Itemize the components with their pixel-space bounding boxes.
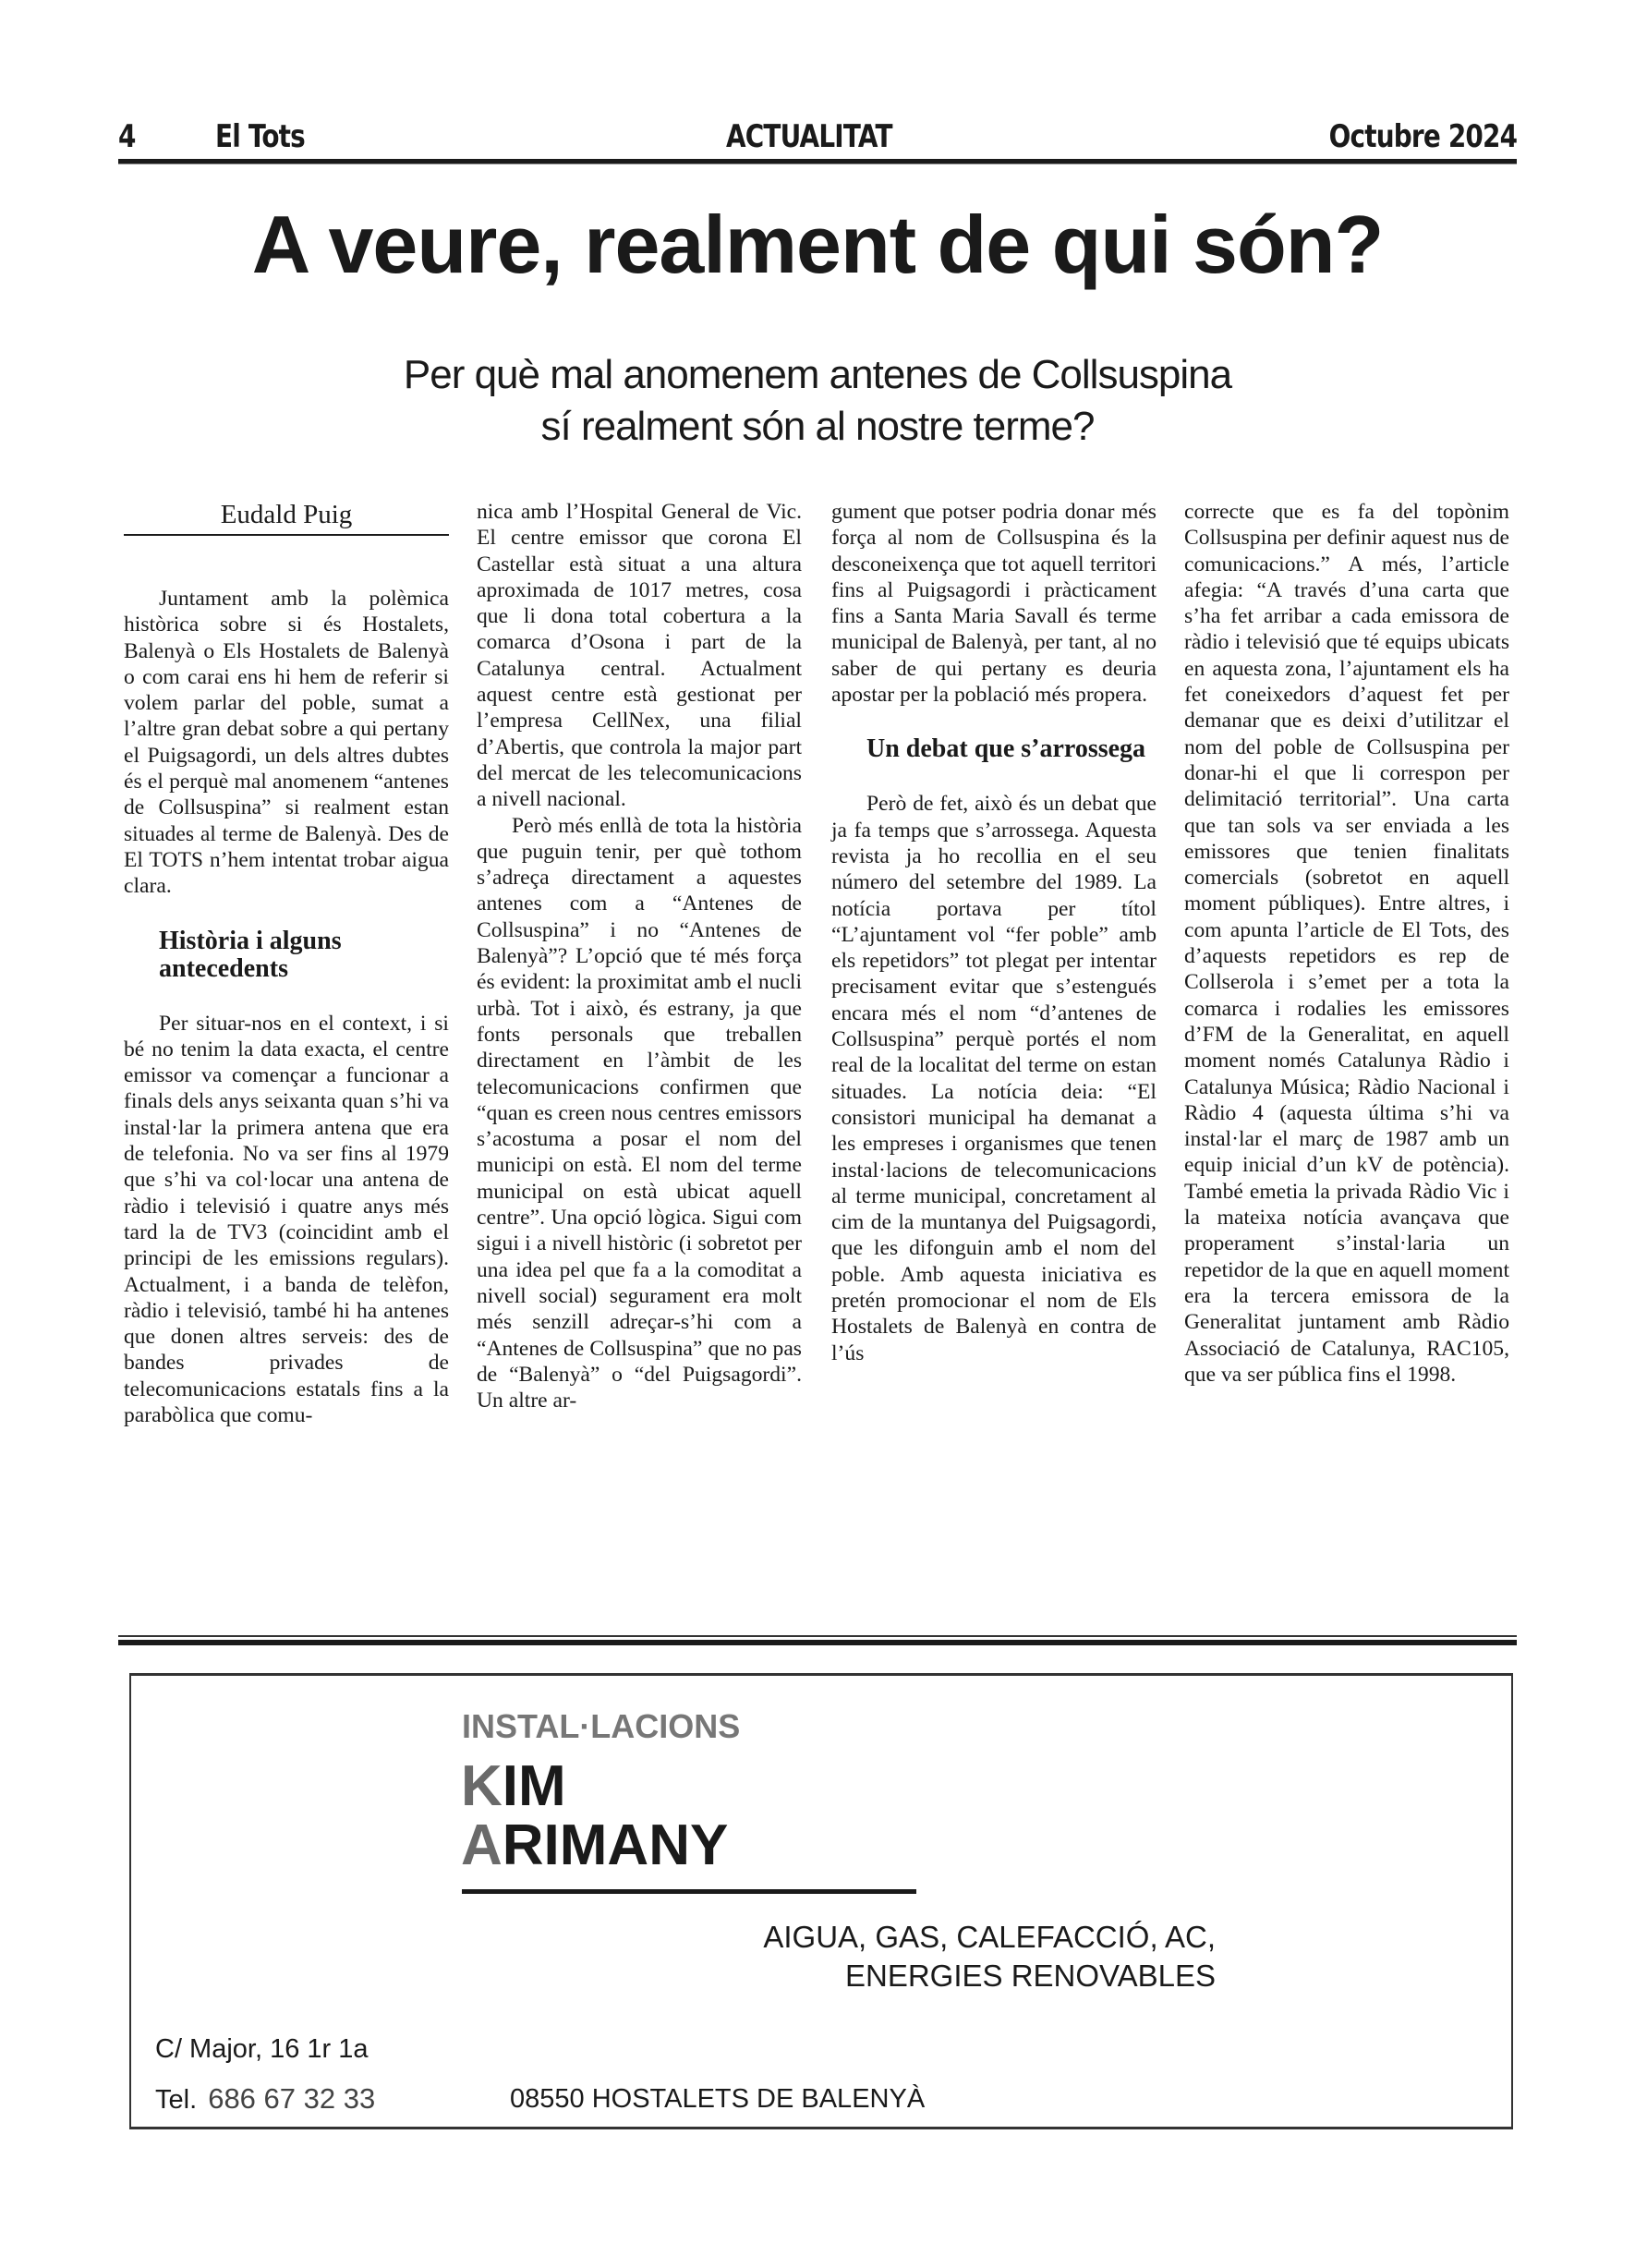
column-3 xyxy=(831,499,1157,1366)
ad-brand-tagline: INSTAL·LACIONS xyxy=(462,1707,741,1745)
column-4 xyxy=(1184,499,1509,1388)
issue-date: Octubre 2024 xyxy=(1328,118,1517,155)
ad-brand-text: IM xyxy=(502,1754,566,1818)
ad-phone xyxy=(155,2082,375,2116)
ad-address: C/ Major, 16 1r 1a xyxy=(155,2034,369,2064)
subheadline-line-1: Per què mal anomenem antenes de Collsuspina xyxy=(403,352,1232,397)
paragraph: Per situar-nos en el context, i si bé no tenim la data exacta, el centre emissor va començar a funcionar a finals dels anys seixanta quan s’hi va instal·lar la primera antena que era de telefonia. No va ser fins al 1979 que s’hi va col·locar una antena de ràdio i televisió i quatre anys més tard la de TV3 (coincidint amb el principi de les emissions regulars). Actualment, i a banda de telèfon, ràdio i televisió, també hi ha antenes que donen altres serveis: des de bandes privades de telecomunicacions estatals fins a la parabòlica que comu- xyxy=(124,1011,449,1428)
ad-services-line-2: ENERGIES RENOVABLES xyxy=(844,1959,1216,1993)
column-2 xyxy=(477,499,802,1413)
header-rule xyxy=(118,159,1517,164)
article-subheadline xyxy=(0,349,1635,453)
separator-thick-rule xyxy=(118,1640,1517,1645)
section-subtitle: Un debat que s’arrossega xyxy=(866,734,1146,764)
section-subtitle: Història i alguns antecedents xyxy=(159,926,342,983)
byline: Eudald Puig xyxy=(124,499,449,536)
ad-services xyxy=(763,1918,1216,1995)
column-1 xyxy=(124,499,449,1428)
page-number: 4 xyxy=(118,118,136,155)
ad-services-line-1: AIGUA, GAS, CALEFACCIÓ, AC, xyxy=(763,1920,1216,1954)
ad-brand-name xyxy=(461,1754,729,1877)
page-header xyxy=(118,118,1517,161)
advertisement-box xyxy=(129,1673,1513,2129)
paragraph: Però de fet, això és un debat que ja fa temps que s’arrossega. Aquesta revista ja ho recollia en el seu número del setembre del 1989. La notícia portava per títol “L’ajuntament vol “fer poble” amb els repetidors” tot plegat per intentar precisament evitar que s’estengués encara més el nom “d’antenes de Collsuspina” perquè portés el nom real de la localitat del terme on estan situades. La notícia deia: “El consistori municipal ha demanat a les empreses i organismes que tenen instal·lacions de telecomunicacions al terme municipal, concretament al cim de la muntanya del Puigsagordi, que les difonguin amb el nom del poble. Amb aquesta iniciativa es pretén promocionar el nom de Els Hostalets de Balenyà en contra de l’ús xyxy=(831,792,1157,1365)
article-headline: A veure, realment de qui són? xyxy=(251,199,1384,290)
ad-brand-initial: K xyxy=(461,1754,503,1818)
publication-name: El Tots xyxy=(215,118,305,155)
article-body xyxy=(124,499,1509,1626)
ad-brand-text: RIMANY xyxy=(502,1813,729,1877)
ad-rule xyxy=(462,1889,916,1894)
paragraph: Juntament amb la polèmica històrica sobre si és Hostalets, Balenyà o Els Hostalets de Balenyà o com carai ens hi hem de referir si volem parlar del poble, sumat a l’altre gran debat sobre a qui pertany el Puigsagordi, un dels altres dubtes és el perquè mal anomenem “antenes de Collsuspina” si realment estan situades al terme de Balenyà. Des de El TOTS n’hem intentat trobar aigua clara. xyxy=(124,587,449,899)
ad-postal-city: 08550 HOSTALETS DE BALENYÀ xyxy=(510,2084,926,2114)
section-title: ACTUALITAT xyxy=(726,118,892,155)
ad-phone-number: 686 67 32 33 xyxy=(208,2082,376,2115)
paragraph: Però més enllà de tota la història que puguin tenir, per què tothom s’adreça directament a aquestes antenes com a “Antenes de Collsuspina” i no “Antenes de Balenyà”? L’opció que té més força és evident: la proximitat amb el nucli urbà. Tot i això, és estrany, ja que fonts personals que treballen directament en l’àmbit de les telecomunicacions confirmen que “quan es creen nous centres emissors s’acostuma a posar el nom del municipi on està. El nom del terme municipal on està ubicat aquell centre”. Una opció lògica. Sigui com sigui i a nivell històric (i sobretot per una idea pel que fa a la comoditat a nivell social) segurament era molt més senzill adreçar-s’hi com a “Antenes de Collsuspina” que no pas de “Balenyà” o “del Puigsagordi”. Un altre ar- xyxy=(477,813,802,1413)
paragraph: correcte que es fa del topònim Collsuspina per definir aquest nus de comunicacions.” A més, l’article afegia: “A través d’una carta que s’ha fet arribar a cada emissora de ràdio i televisió que té equips ubicats en aquesta zona, l’ajuntament els ha fet coneixedors d’aquest fet per demanar que es deixi d’utilitzar el nom del poble de Collsuspina per donar-hi el que li correspon per delimitació territorial”. Una carta que tan sols va ser enviada a les emissores que tenien finalitats comercials (sobretot en aquell moment públiques). Entre altres, i com apunta l’article de El Tots, des d’aquests repetidors es rep de Collserola i s’emet per a tota la comarca i rodalies les emissores d’FM de la Generalitat, en aquell moment només Catalunya Ràdio i Catalunya Música; Ràdio Nacional i Ràdio 4 (aquesta última s’hi va instal·lar el març de 1987 amb un equip inicial d’un kV de potència). També emetia la privada Ràdio Vic i la mateixa notícia avançava que properament s’instal·laria un repetidor de la que en aquell moment era la tercera emissora de la Generalitat juntament amb Ràdio Associació de Catalunya, RAC105, que va ser pública fins el 1998. xyxy=(1184,500,1509,1387)
separator-thin-rule xyxy=(118,1635,1517,1637)
paragraph: gument que potser podria donar més força al nom de Collsuspina és la desconeixença que tot aquell territori fins al Puigsagordi i pràcticament fins a Santa Maria Savall és terme municipal de Balenyà, per tant, al no saber de qui pertany es deuria apostar per la població més propera. xyxy=(831,500,1157,708)
paragraph: nica amb l’Hospital General de Vic. El centre emissor que corona El Castellar està situat a una altura aproximada de 1017 metres, cosa que li dona total cobertura a la comarca d’Osona i part de la Catalunya central. Actualment aquest centre està gestionat per l’empresa CellNex, una filial d’Abertis, que controla la major part del mercat de les telecomunicacions a nivell nacional. xyxy=(477,500,802,812)
ad-brand-initial: A xyxy=(461,1813,503,1877)
subheadline-line-2: sí realment són al nostre terme? xyxy=(540,404,1095,449)
ad-phone-label: Tel. xyxy=(155,2085,198,2115)
